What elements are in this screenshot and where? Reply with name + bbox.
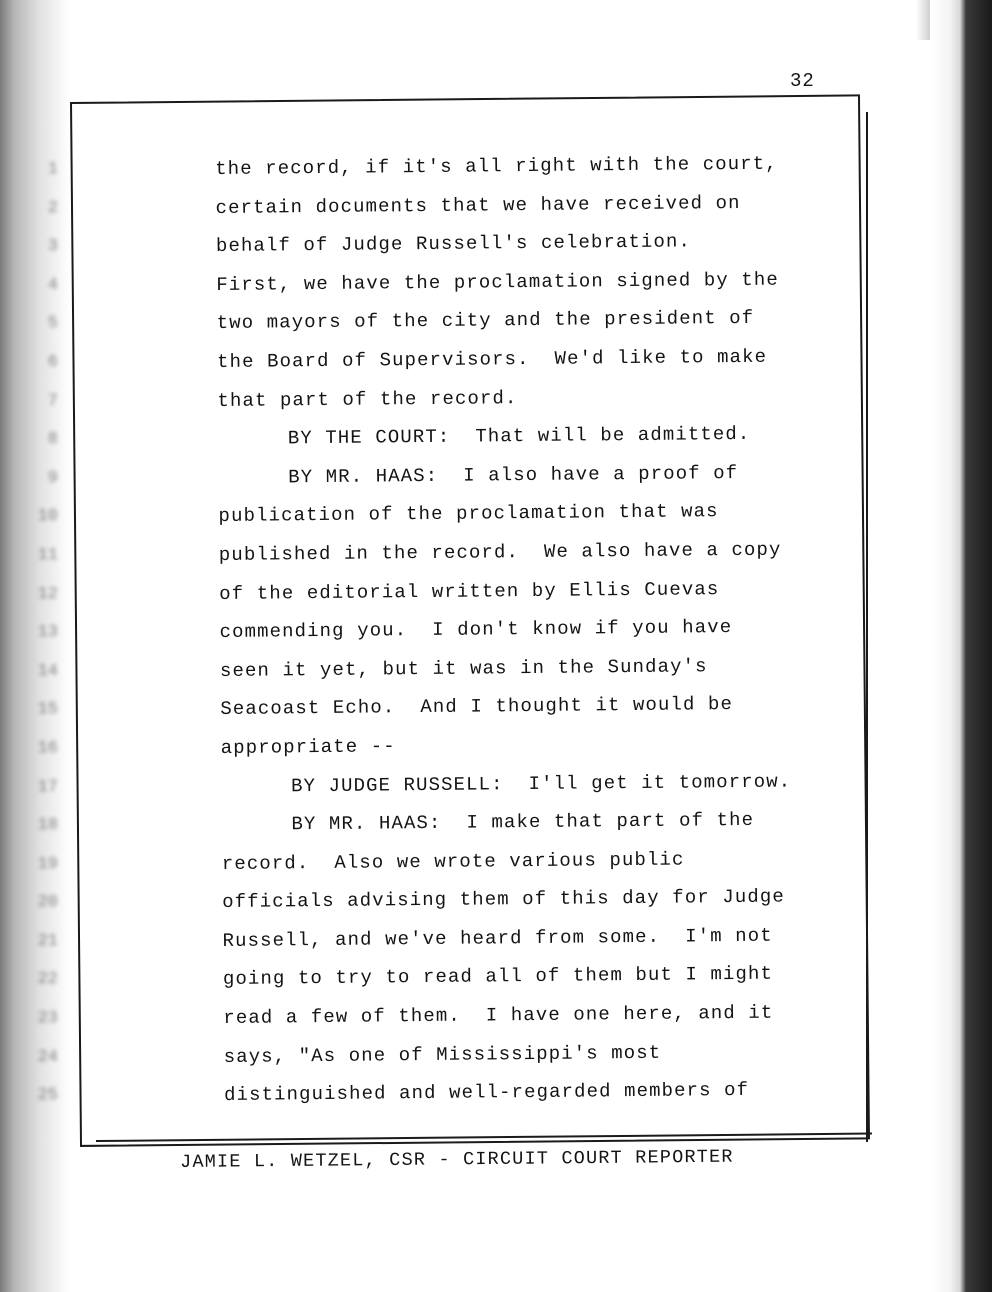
transcript-line: BY JUDGE RUSSELL: I'll get it tomorrow.	[291, 769, 792, 797]
line-number: 5	[47, 314, 58, 334]
line-number: 23	[37, 1009, 58, 1029]
line-number: 8	[47, 430, 58, 450]
transcript-line: BY MR. HAAS: I also have a proof of	[288, 461, 739, 489]
transcript-line: First, we have the proclamation signed by the	[216, 268, 779, 296]
transcript-line: Russell, and we've heard from some. I'm not	[222, 924, 773, 952]
line-number: 4	[47, 275, 58, 295]
transcript-line: published in the record. We also have a copy	[218, 538, 782, 566]
transcript-line: that part of the record.	[217, 386, 518, 412]
transcript-line: behalf of Judge Russell's celebration.	[215, 230, 692, 258]
transcript-line: officials advising them of this day for Judge	[222, 885, 785, 914]
transcript-line: appropriate --	[220, 735, 396, 759]
line-number: 11	[37, 545, 58, 565]
transcript-line: distinguished and well-regarded members of	[223, 1079, 750, 1107]
line-number: 6	[47, 352, 58, 372]
line-number: 21	[37, 931, 58, 951]
line-number: 20	[37, 893, 58, 913]
transcript-line: publication of the proclamation that was	[218, 500, 719, 528]
transcript-line: going to try to read all of them but I might	[222, 963, 774, 991]
page-number: 32	[790, 70, 815, 92]
scan-binding-edge	[930, 0, 992, 1292]
scan-shadow-corner	[916, 0, 930, 40]
reporter-footer: JAMIE L. WETZEL, CSR - CIRCUIT COURT REPORTER	[180, 1146, 734, 1173]
line-number: 9	[47, 468, 58, 488]
line-number: 3	[47, 237, 58, 257]
transcript-line: BY MR. HAAS: I make that part of the	[291, 808, 755, 836]
transcript-body	[215, 144, 834, 1115]
line-number: 2	[47, 198, 58, 218]
line-number: 25	[37, 1086, 58, 1106]
line-number-column	[18, 160, 58, 1125]
transcript-line: certain documents that we have received on	[215, 191, 741, 219]
transcript-line: the Board of Supervisors. We'd like to make	[216, 345, 768, 373]
transcript-line: Seacoast Echo. And I thought it would be	[220, 693, 734, 721]
line-number: 14	[37, 661, 58, 681]
transcript-line: record. Also we wrote various public	[221, 848, 685, 875]
transcript-line: of the editorial written by Ellis Cuevas	[219, 577, 720, 605]
transcript-border-right	[866, 112, 868, 1142]
line-number: 24	[37, 1047, 58, 1067]
line-number: 12	[37, 584, 58, 604]
line-number: 15	[37, 700, 58, 720]
transcript-line: the record, if it's all right with the court,	[215, 152, 778, 180]
line-number: 17	[37, 777, 58, 797]
line-number: 16	[37, 738, 58, 758]
line-number: 22	[37, 970, 58, 990]
line-number: 19	[37, 854, 58, 874]
transcript-line: commending you. I don't know if you have	[219, 616, 733, 644]
line-number: 1	[47, 160, 58, 179]
transcript-line: read a few of them. I have one here, and it	[223, 1001, 774, 1030]
line-number: 10	[37, 507, 58, 527]
line-number: 18	[37, 816, 58, 836]
line-number: 13	[37, 623, 58, 643]
transcript-line: seen it yet, but it was in the Sunday's	[219, 655, 708, 682]
transcript-line: BY THE COURT: That will be admitted.	[287, 423, 751, 450]
transcript-line: says, "As one of Mississippi's most	[223, 1041, 662, 1068]
line-number: 7	[47, 391, 58, 411]
transcript-line: two mayors of the city and the president of	[216, 307, 755, 335]
